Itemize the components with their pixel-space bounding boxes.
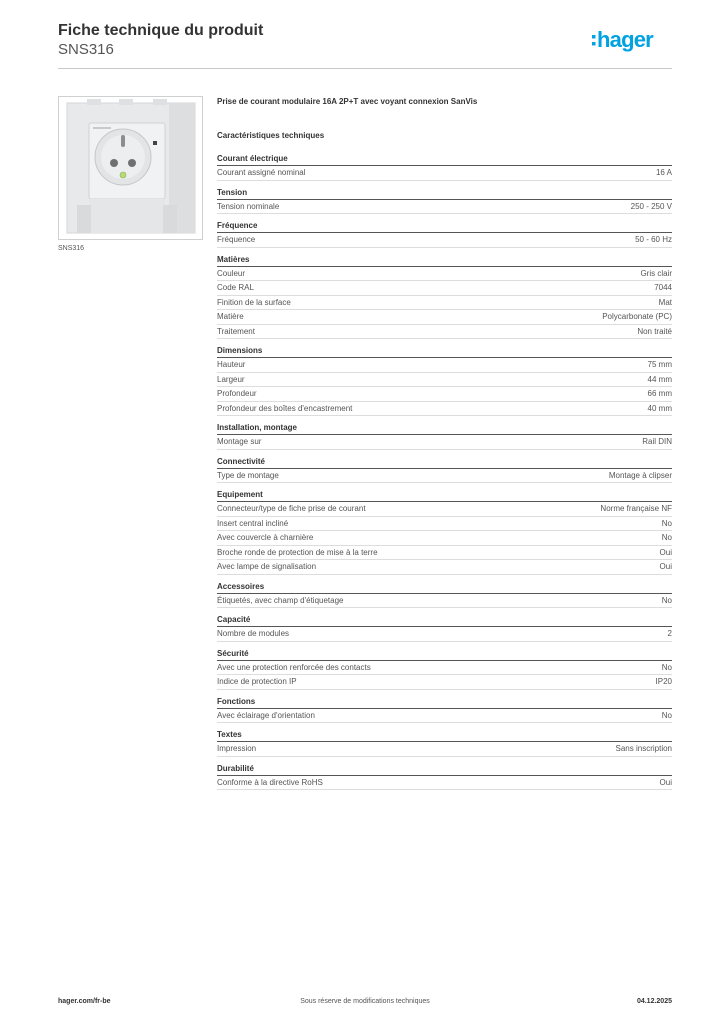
spec-value: No xyxy=(661,595,672,605)
spec-group xyxy=(217,221,672,248)
spec-value: IP20 xyxy=(655,677,672,686)
spec-row xyxy=(217,627,672,642)
spec-label: Étiquetés, avec champ d'étiquetage xyxy=(217,595,344,605)
characteristics-heading: Caractéristiques techniques xyxy=(217,131,325,140)
spec-group-title: Courant électrique xyxy=(217,154,672,166)
spec-row xyxy=(217,435,672,450)
spec-label: Broche ronde de protection de mise à la terre xyxy=(217,547,378,557)
spec-value: Mat xyxy=(658,297,672,307)
product-image xyxy=(58,96,203,240)
logo-wordmark: hager xyxy=(597,27,653,52)
spec-value: Non traité xyxy=(637,326,672,336)
spec-row xyxy=(217,233,672,248)
spec-row xyxy=(217,469,672,484)
footer-disclaimer: Sous réserve de modifications techniques xyxy=(300,998,430,1005)
spec-group-title: Textes xyxy=(217,730,672,742)
spec-group-title: Matières xyxy=(217,255,672,267)
spec-value: 44 mm xyxy=(647,374,672,384)
footer-date: 04.12.2025 xyxy=(636,998,672,1005)
product-description: Prise de courant modulaire 16A 2P+T avec voyant connexion SanVis xyxy=(217,97,478,106)
spec-row xyxy=(217,281,672,296)
spec-label: Tension nominale xyxy=(217,201,280,211)
spec-label: Connecteur/type de fiche prise de courant xyxy=(217,504,366,513)
spec-row xyxy=(217,325,672,340)
spec-label: Traitement xyxy=(217,326,255,336)
page-header xyxy=(58,20,672,69)
spec-row xyxy=(217,560,672,575)
spec-group xyxy=(217,730,672,757)
spec-group-title: Tension xyxy=(217,188,672,200)
spec-value: Rail DIN xyxy=(642,437,672,446)
spec-value: 250 - 250 V xyxy=(630,201,672,211)
spec-label: Type de montage xyxy=(217,470,279,480)
spec-value: Norme française NF xyxy=(600,504,672,513)
spec-row xyxy=(217,296,672,311)
spec-group xyxy=(217,649,672,690)
spec-row xyxy=(217,502,672,517)
spec-row xyxy=(217,709,672,724)
spec-label: Insert central incliné xyxy=(217,518,289,528)
spec-value: Oui xyxy=(659,562,672,571)
spec-label: Impression xyxy=(217,744,257,753)
spec-group-title: Dimensions xyxy=(217,346,672,358)
spec-group xyxy=(217,255,672,340)
spec-group xyxy=(217,697,672,724)
spec-value: 40 mm xyxy=(647,403,672,413)
spec-label: Fréquence xyxy=(217,235,256,244)
spec-label: Montage sur xyxy=(217,437,262,446)
spec-group-title: Sécurité xyxy=(217,649,672,661)
spec-label: Avec éclairage d'orientation xyxy=(217,710,315,720)
spec-value: 75 mm xyxy=(647,360,672,369)
spec-group xyxy=(217,423,672,450)
spec-groups xyxy=(217,154,672,790)
spec-row xyxy=(217,776,672,791)
spec-value: No xyxy=(661,533,672,542)
spec-label: Courant assigné nominal xyxy=(217,168,306,177)
spec-group-title: Accessoires xyxy=(217,582,672,594)
spec-label: Profondeur xyxy=(217,389,257,398)
spec-row xyxy=(217,742,672,757)
spec-label: Avec une protection renforcée des contacts xyxy=(217,662,371,672)
spec-group xyxy=(217,154,672,181)
spec-label: Finition de la surface xyxy=(217,297,291,307)
spec-row xyxy=(217,546,672,561)
spec-label: Conforme à la directive RoHS xyxy=(217,777,323,787)
spec-row xyxy=(217,267,672,282)
spec-label: Indice de protection IP xyxy=(217,677,297,686)
spec-row xyxy=(217,358,672,373)
spec-value: 16 A xyxy=(655,168,672,177)
spec-group xyxy=(217,188,672,215)
spec-group xyxy=(217,457,672,484)
spec-group xyxy=(217,615,672,642)
footer-website: hager.com/fr-be xyxy=(58,998,111,1005)
spec-label: Hauteur xyxy=(217,360,246,369)
spec-row xyxy=(217,402,672,417)
spec-row xyxy=(217,661,672,676)
spec-label: Avec couvercle à charnière xyxy=(217,533,314,542)
spec-group xyxy=(217,764,672,791)
spec-row xyxy=(217,373,672,388)
spec-label: Couleur xyxy=(217,268,246,278)
spec-group-title: Fréquence xyxy=(217,221,672,233)
spec-row xyxy=(217,200,672,215)
spec-label: Code RAL xyxy=(217,283,254,292)
spec-label: Avec lampe de signalisation xyxy=(217,562,317,571)
spec-row xyxy=(217,517,672,532)
spec-value: Oui xyxy=(659,777,672,787)
spec-label: Largeur xyxy=(217,374,245,384)
spec-value: No xyxy=(661,662,672,672)
spec-value: Montage à clipser xyxy=(608,470,672,480)
spec-content xyxy=(217,96,672,790)
spec-value: Sans inscription xyxy=(615,744,672,753)
spec-group-title: Fonctions xyxy=(217,697,672,709)
hager-logo xyxy=(592,26,672,54)
spec-label: Nombre de modules xyxy=(217,629,290,638)
spec-group xyxy=(217,490,672,575)
spec-value: No xyxy=(661,518,672,528)
spec-row xyxy=(217,531,672,546)
spec-value: 2 xyxy=(667,629,672,638)
spec-group-title: Equipement xyxy=(217,490,672,502)
spec-row xyxy=(217,594,672,609)
spec-value: 50 - 60 Hz xyxy=(635,235,672,244)
spec-row xyxy=(217,387,672,402)
spec-label: Profondeur des boîtes d'encastrement xyxy=(217,403,353,413)
spec-group-title: Durabilité xyxy=(217,764,672,776)
spec-value: 66 mm xyxy=(647,389,672,398)
spec-group-title: Capacité xyxy=(217,615,672,627)
image-caption: SNS316 xyxy=(58,245,85,252)
spec-group xyxy=(217,346,672,416)
spec-value: 7044 xyxy=(654,283,672,292)
spec-group-title: Installation, montage xyxy=(217,423,672,435)
spec-group xyxy=(217,582,672,609)
spec-value: No xyxy=(661,710,672,720)
spec-value: Polycarbonate (PC) xyxy=(602,312,672,321)
spec-row xyxy=(217,310,672,325)
spec-label: Matière xyxy=(217,312,244,321)
spec-group-title: Connectivité xyxy=(217,457,672,469)
product-code: SNS316 xyxy=(58,41,114,58)
spec-value: Oui xyxy=(659,547,672,557)
document-title: Fiche technique du produit xyxy=(58,22,264,39)
spec-row xyxy=(217,166,672,181)
spec-value: Gris clair xyxy=(640,268,672,278)
spec-row xyxy=(217,675,672,690)
